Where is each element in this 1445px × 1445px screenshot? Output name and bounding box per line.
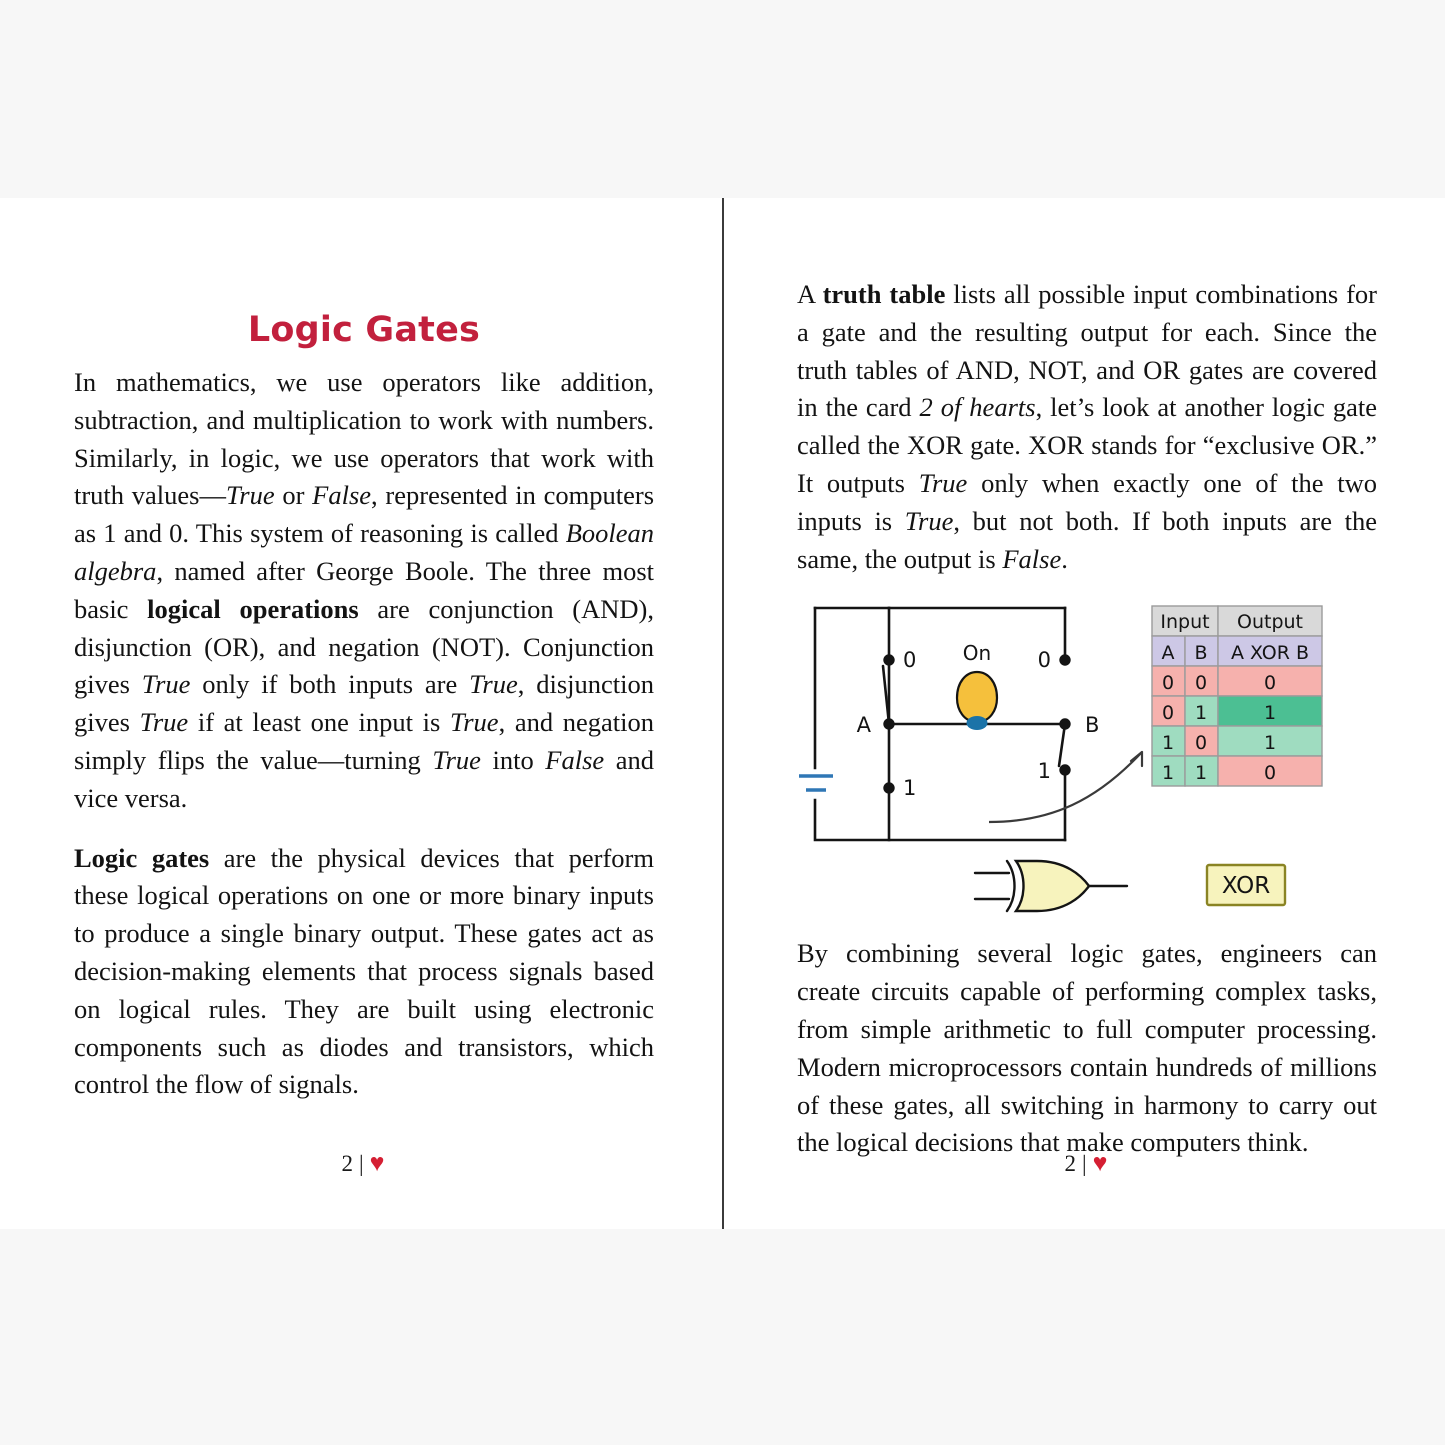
column-divider: [722, 198, 724, 1229]
xor-extra-arc: [1007, 861, 1015, 911]
tt-r3-b-value: 0: [1194, 732, 1208, 755]
switch-a-terminal-1-label: 1: [903, 776, 917, 801]
switch-b-terminal-1-label: 1: [1037, 759, 1051, 784]
tt-r2-b-value: 1: [1194, 702, 1208, 725]
switch-b-terminal-0-label: 0: [1037, 648, 1051, 673]
truth-table-graphic: [1152, 606, 1322, 786]
heart-suit-icon: ♥: [1092, 1150, 1110, 1177]
tt-header-axorb: A XOR B: [1230, 642, 1310, 665]
xor-gate-row: [797, 851, 1377, 921]
tt-r2-out-value: 1: [1263, 702, 1277, 725]
xor-gate-symbol: [975, 861, 1127, 911]
tt-r1-a-value: 0: [1161, 672, 1175, 695]
right-page-number: 2: [1064, 1151, 1079, 1176]
bulb-glass: [957, 672, 997, 722]
xor-gate-svg: [797, 851, 1377, 921]
left-footer-wrap: [74, 1150, 654, 1178]
tt-header-a: A: [1161, 642, 1175, 665]
switch-a-terminal-1-dot: [885, 784, 894, 793]
right-footer-wrap: [797, 1150, 1377, 1178]
light-bulb-icon: [957, 672, 997, 730]
xor-figure-svg: [797, 600, 1377, 845]
tt-header-output: Output: [1237, 611, 1303, 634]
xor-gate-body: [1016, 861, 1089, 911]
right-column-spacer: [797, 198, 1377, 276]
circuit-wire-left-lower: [815, 800, 1065, 840]
paragraph-intro: In mathematics, we use operators like addition, subtraction, and multiplication to work with numbers. Similarly, in logic, we use operators that work with truth values—True or False, represented in computers as 1 and 0. This system of reasoning is called Boolean algebra, named after George Boole. The three most basic logical operations are conjunction (AND), disjunction (OR), and negation (NOT). Conjunction gives True only if both inputs are True, disjunction gives True if at least one input is True, and negation simply flips the value—turning True into False and vice versa.: [74, 367, 655, 813]
switch-b: [982, 656, 1069, 775]
switch-a-terminal-0-dot: [885, 656, 894, 665]
switch-a-terminal-0-label: 0: [903, 648, 917, 673]
tt-header-b: B: [1194, 642, 1208, 665]
switch-b-terminal-1-dot: [1061, 766, 1070, 775]
tt-r4-a-value: 1: [1161, 762, 1175, 785]
switch-b-blade: [1059, 724, 1065, 766]
right-page-column: [797, 198, 1377, 1229]
xor-badge: [1207, 865, 1285, 905]
tt-header-input: Input: [1160, 611, 1210, 634]
tt-r3-out-value: 1: [1263, 732, 1277, 755]
switch-a-label: A: [856, 713, 871, 738]
page-title: Logic Gates: [247, 310, 481, 350]
tt-r2-a-value: 0: [1161, 702, 1175, 725]
right-footer-separator: |: [1082, 1151, 1089, 1176]
left-footer-separator: |: [359, 1151, 366, 1176]
paragraph-logic-gates: Logic gates are the physical devices that perform these logical operations on one or more binary inputs to produce a single binary output. These gates act as decision-making elements that process signals based on logical rules. They are built using electronic components such as diodes and transistors, which control the flow of signals.: [74, 842, 654, 1100]
heart-suit-icon: ♥: [369, 1150, 387, 1177]
tt-r4-b-value: 1: [1194, 762, 1208, 785]
xor-badge-label: XOR: [1221, 873, 1271, 900]
tt-r1-out-value: 0: [1263, 672, 1277, 695]
left-page-footer: [74, 1150, 654, 1178]
battery-symbol: [799, 776, 833, 790]
paragraph-combining-gates: By combining several logic gates, engineers can create circuits capable of performing complex tasks, from simple arithmetic to full computer processing. Modern microprocessors contain hundreds of millions of these gates, all switching in harmony to carry out the logical decisions that make computers think.: [797, 938, 1377, 1158]
bulb-base: [967, 717, 987, 730]
right-page-footer: [797, 1150, 1377, 1178]
bulb-state-label: On: [962, 641, 992, 666]
switch-a: [883, 656, 972, 793]
switch-b-label: B: [1085, 713, 1100, 738]
left-page-column: [74, 198, 654, 1229]
tt-r3-a-value: 1: [1161, 732, 1175, 755]
left-page-number: 2: [341, 1151, 356, 1176]
tt-r1-b-value: 0: [1194, 672, 1208, 695]
xor-figure: [797, 600, 1377, 845]
switch-b-terminal-0-dot: [1061, 656, 1070, 665]
tt-r4-out-value: 0: [1263, 762, 1277, 785]
paragraph-truth-table: A truth table lists all possible input combinations for a gate and the resulting output for each. Since the truth tables of AND, NOT, and OR gates are covered in the card 2 of hearts, let’s look at another logic gate called the XOR gate. XOR stands for “exclusive OR.” It outputs True only when exactly one of the two inputs is True, but not both. If both inputs are the same, the output is False.: [797, 279, 1378, 574]
